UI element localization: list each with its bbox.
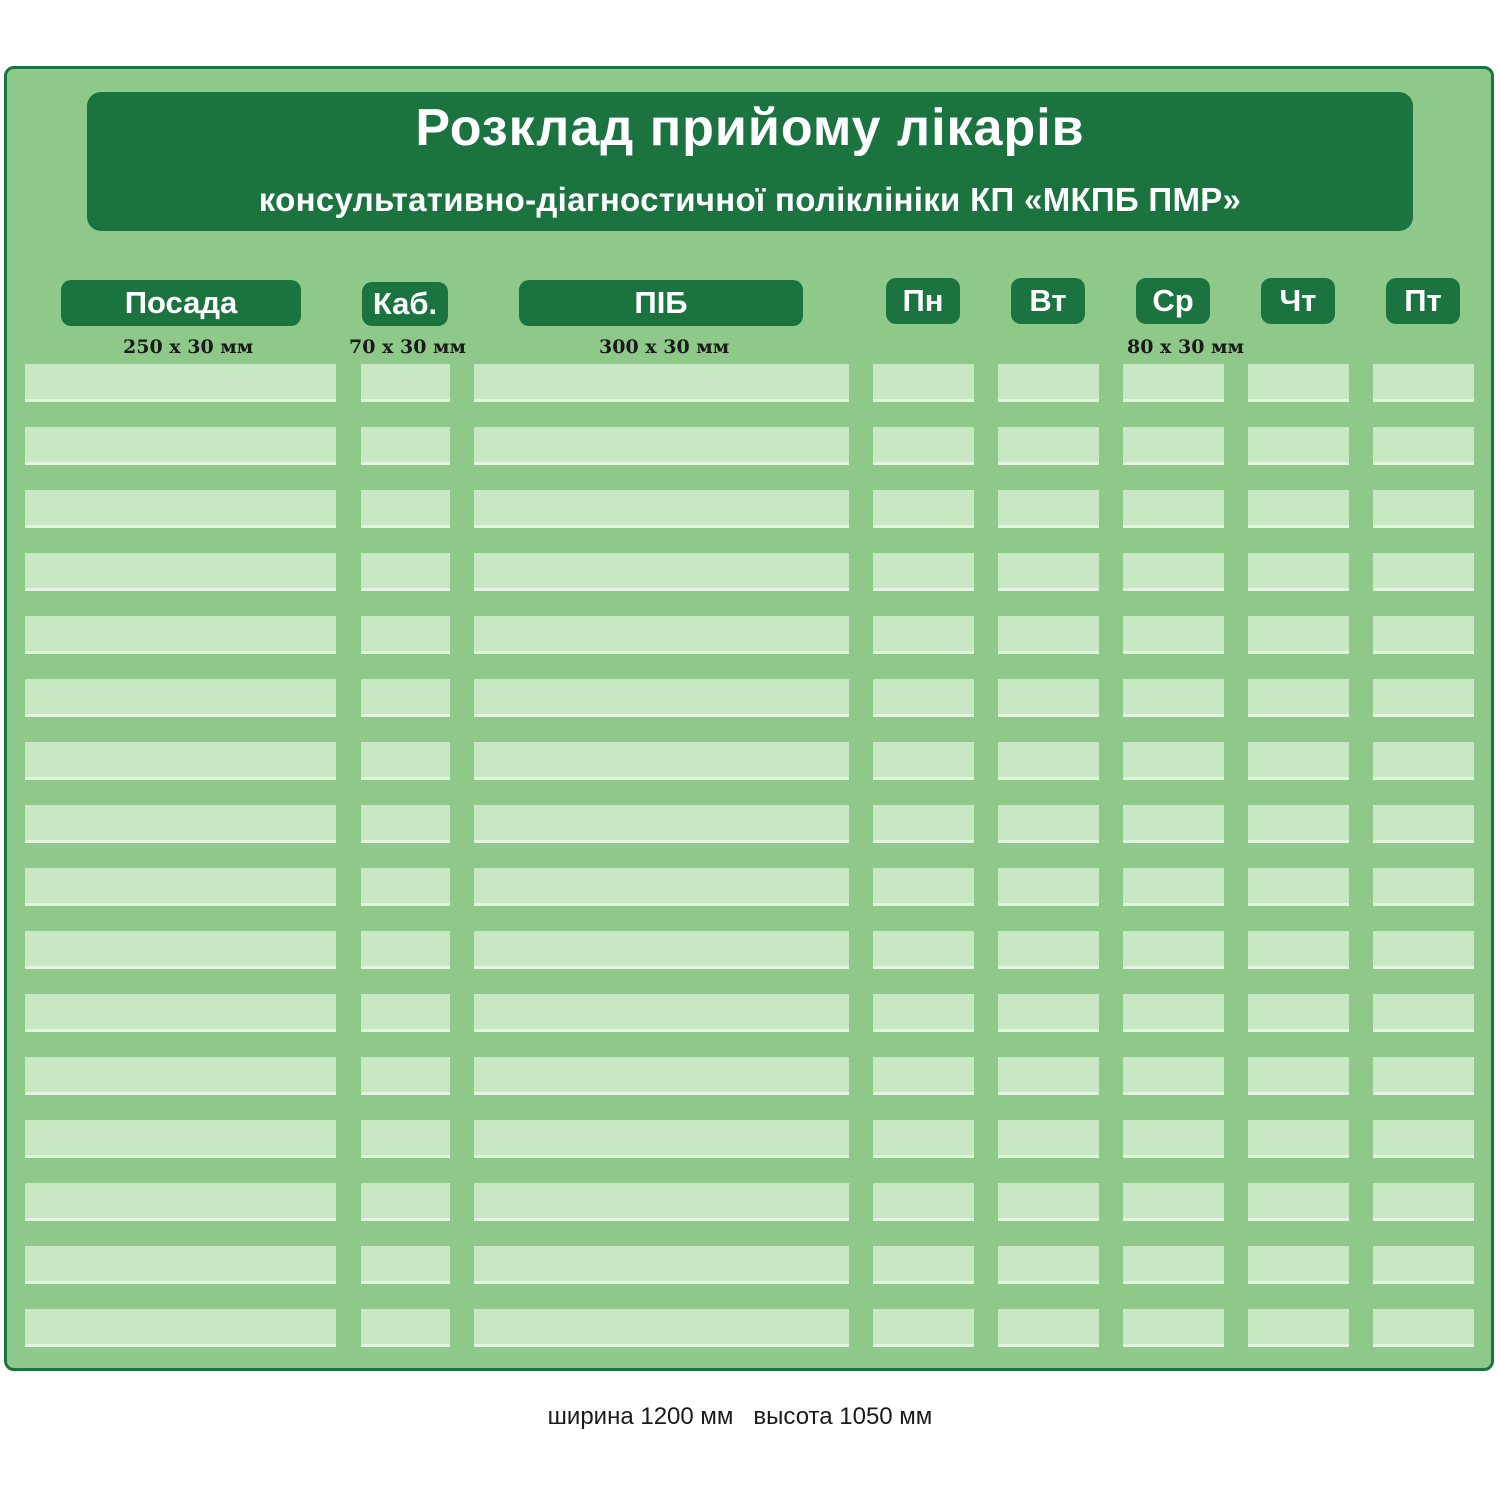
- cell-monday-row-4: [873, 553, 974, 591]
- cell-cabinet-row-12: [361, 1057, 450, 1095]
- cell-cabinet-row-9: [361, 868, 450, 906]
- height-caption: высота 1050 мм: [753, 1403, 933, 1430]
- cell-friday-row-4: [1373, 553, 1474, 591]
- cell-monday-row-16: [873, 1309, 974, 1347]
- cell-cabinet-row-7: [361, 742, 450, 780]
- cell-monday-row-11: [873, 994, 974, 1032]
- position-size-note: 250 х 30 мм: [123, 336, 254, 358]
- cell-thursday-row-15: [1248, 1246, 1349, 1284]
- header-thursday: Чт: [1261, 278, 1335, 324]
- cell-name-row-8: [474, 805, 849, 843]
- cell-position-row-7: [25, 742, 336, 780]
- cell-name-row-3: [474, 490, 849, 528]
- cell-name-row-6: [474, 679, 849, 717]
- cell-name-row-9: [474, 868, 849, 906]
- cell-thursday-row-16: [1248, 1309, 1349, 1347]
- cell-cabinet-row-1: [361, 364, 450, 402]
- cell-monday-row-3: [873, 490, 974, 528]
- name-size-note: 300 х 30 мм: [599, 336, 730, 358]
- cell-thursday-row-1: [1248, 364, 1349, 402]
- cell-name-row-14: [474, 1183, 849, 1221]
- cell-position-row-8: [25, 805, 336, 843]
- cell-thursday-row-3: [1248, 490, 1349, 528]
- cell-friday-row-3: [1373, 490, 1474, 528]
- header-cabinet: Каб.: [362, 282, 448, 326]
- cell-cabinet-row-5: [361, 616, 450, 654]
- days-size-note: 80 х 30 мм: [1127, 336, 1245, 358]
- cell-cabinet-row-8: [361, 805, 450, 843]
- cell-monday-row-8: [873, 805, 974, 843]
- cell-monday-row-9: [873, 868, 974, 906]
- cell-wednesday-row-6: [1123, 679, 1224, 717]
- cell-tuesday-row-4: [998, 553, 1099, 591]
- cell-thursday-row-4: [1248, 553, 1349, 591]
- cell-friday-row-7: [1373, 742, 1474, 780]
- cell-name-row-10: [474, 931, 849, 969]
- cell-friday-row-16: [1373, 1309, 1474, 1347]
- cell-monday-row-2: [873, 427, 974, 465]
- cell-position-row-3: [25, 490, 336, 528]
- board-title: Розклад прийому лікарів: [415, 99, 1085, 157]
- cell-position-row-4: [25, 553, 336, 591]
- header-wednesday: Ср: [1136, 278, 1210, 324]
- cell-friday-row-13: [1373, 1120, 1474, 1158]
- cell-tuesday-row-8: [998, 805, 1099, 843]
- cell-monday-row-7: [873, 742, 974, 780]
- cell-cabinet-row-2: [361, 427, 450, 465]
- cell-position-row-5: [25, 616, 336, 654]
- cell-name-row-13: [474, 1120, 849, 1158]
- cell-thursday-row-13: [1248, 1120, 1349, 1158]
- cell-wednesday-row-16: [1123, 1309, 1224, 1347]
- cell-wednesday-row-1: [1123, 364, 1224, 402]
- cell-position-row-14: [25, 1183, 336, 1221]
- cell-monday-row-13: [873, 1120, 974, 1158]
- cell-tuesday-row-7: [998, 742, 1099, 780]
- cell-thursday-row-8: [1248, 805, 1349, 843]
- cabinet-size-note: 70 х 30 мм: [349, 336, 467, 358]
- cell-tuesday-row-14: [998, 1183, 1099, 1221]
- cell-friday-row-1: [1373, 364, 1474, 402]
- header-monday: Пн: [886, 278, 960, 324]
- cell-friday-row-2: [1373, 427, 1474, 465]
- header-tuesday: Вт: [1011, 278, 1085, 324]
- cell-tuesday-row-1: [998, 364, 1099, 402]
- cell-name-row-16: [474, 1309, 849, 1347]
- cell-tuesday-row-12: [998, 1057, 1099, 1095]
- cell-tuesday-row-11: [998, 994, 1099, 1032]
- board-dimensions-caption: [0, 1403, 1480, 1431]
- cell-tuesday-row-2: [998, 427, 1099, 465]
- cell-name-row-2: [474, 427, 849, 465]
- cell-tuesday-row-9: [998, 868, 1099, 906]
- cell-position-row-15: [25, 1246, 336, 1284]
- cell-wednesday-row-3: [1123, 490, 1224, 528]
- cell-friday-row-5: [1373, 616, 1474, 654]
- cell-name-row-7: [474, 742, 849, 780]
- cell-position-row-1: [25, 364, 336, 402]
- cell-wednesday-row-2: [1123, 427, 1224, 465]
- cell-wednesday-row-7: [1123, 742, 1224, 780]
- cell-position-row-12: [25, 1057, 336, 1095]
- header-name: ПІБ: [519, 280, 803, 326]
- cell-friday-row-6: [1373, 679, 1474, 717]
- cell-friday-row-15: [1373, 1246, 1474, 1284]
- cell-position-row-2: [25, 427, 336, 465]
- cell-friday-row-10: [1373, 931, 1474, 969]
- cell-name-row-4: [474, 553, 849, 591]
- header-position: Посада: [61, 280, 301, 326]
- cell-wednesday-row-12: [1123, 1057, 1224, 1095]
- cell-thursday-row-6: [1248, 679, 1349, 717]
- cell-position-row-11: [25, 994, 336, 1032]
- cell-tuesday-row-16: [998, 1309, 1099, 1347]
- cell-monday-row-10: [873, 931, 974, 969]
- cell-monday-row-14: [873, 1183, 974, 1221]
- cell-friday-row-8: [1373, 805, 1474, 843]
- cell-position-row-13: [25, 1120, 336, 1158]
- cell-wednesday-row-15: [1123, 1246, 1224, 1284]
- cell-monday-row-6: [873, 679, 974, 717]
- width-caption: ширина 1200 мм: [547, 1403, 734, 1430]
- cell-wednesday-row-9: [1123, 868, 1224, 906]
- cell-friday-row-11: [1373, 994, 1474, 1032]
- cell-wednesday-row-10: [1123, 931, 1224, 969]
- cell-position-row-9: [25, 868, 336, 906]
- cell-monday-row-12: [873, 1057, 974, 1095]
- cell-cabinet-row-6: [361, 679, 450, 717]
- cell-cabinet-row-4: [361, 553, 450, 591]
- cell-tuesday-row-15: [998, 1246, 1099, 1284]
- cell-position-row-16: [25, 1309, 336, 1347]
- cell-thursday-row-14: [1248, 1183, 1349, 1221]
- cell-cabinet-row-11: [361, 994, 450, 1032]
- cell-thursday-row-10: [1248, 931, 1349, 969]
- cell-name-row-15: [474, 1246, 849, 1284]
- cell-thursday-row-12: [1248, 1057, 1349, 1095]
- cell-tuesday-row-13: [998, 1120, 1099, 1158]
- cell-wednesday-row-14: [1123, 1183, 1224, 1221]
- cell-position-row-10: [25, 931, 336, 969]
- cell-monday-row-5: [873, 616, 974, 654]
- cell-name-row-1: [474, 364, 849, 402]
- cell-tuesday-row-6: [998, 679, 1099, 717]
- cell-cabinet-row-10: [361, 931, 450, 969]
- cell-thursday-row-9: [1248, 868, 1349, 906]
- cell-friday-row-12: [1373, 1057, 1474, 1095]
- cell-wednesday-row-13: [1123, 1120, 1224, 1158]
- cell-friday-row-9: [1373, 868, 1474, 906]
- cell-cabinet-row-13: [361, 1120, 450, 1158]
- cell-wednesday-row-8: [1123, 805, 1224, 843]
- cell-name-row-5: [474, 616, 849, 654]
- cell-wednesday-row-5: [1123, 616, 1224, 654]
- cell-name-row-12: [474, 1057, 849, 1095]
- cell-name-row-11: [474, 994, 849, 1032]
- cell-thursday-row-7: [1248, 742, 1349, 780]
- cell-cabinet-row-14: [361, 1183, 450, 1221]
- cell-thursday-row-11: [1248, 994, 1349, 1032]
- board-subtitle: консультативно-діагностичної поліклініки КП «МКПБ ПМР»: [258, 181, 1242, 218]
- cell-wednesday-row-4: [1123, 553, 1224, 591]
- cell-friday-row-14: [1373, 1183, 1474, 1221]
- cell-monday-row-1: [873, 364, 974, 402]
- cell-thursday-row-2: [1248, 427, 1349, 465]
- cell-tuesday-row-3: [998, 490, 1099, 528]
- cell-cabinet-row-15: [361, 1246, 450, 1284]
- cell-cabinet-row-16: [361, 1309, 450, 1347]
- cell-wednesday-row-11: [1123, 994, 1224, 1032]
- cell-monday-row-15: [873, 1246, 974, 1284]
- cell-tuesday-row-5: [998, 616, 1099, 654]
- header-friday: Пт: [1386, 278, 1460, 324]
- cell-tuesday-row-10: [998, 931, 1099, 969]
- cell-thursday-row-5: [1248, 616, 1349, 654]
- schedule-board: [4, 66, 1494, 1371]
- cell-position-row-6: [25, 679, 336, 717]
- cell-cabinet-row-3: [361, 490, 450, 528]
